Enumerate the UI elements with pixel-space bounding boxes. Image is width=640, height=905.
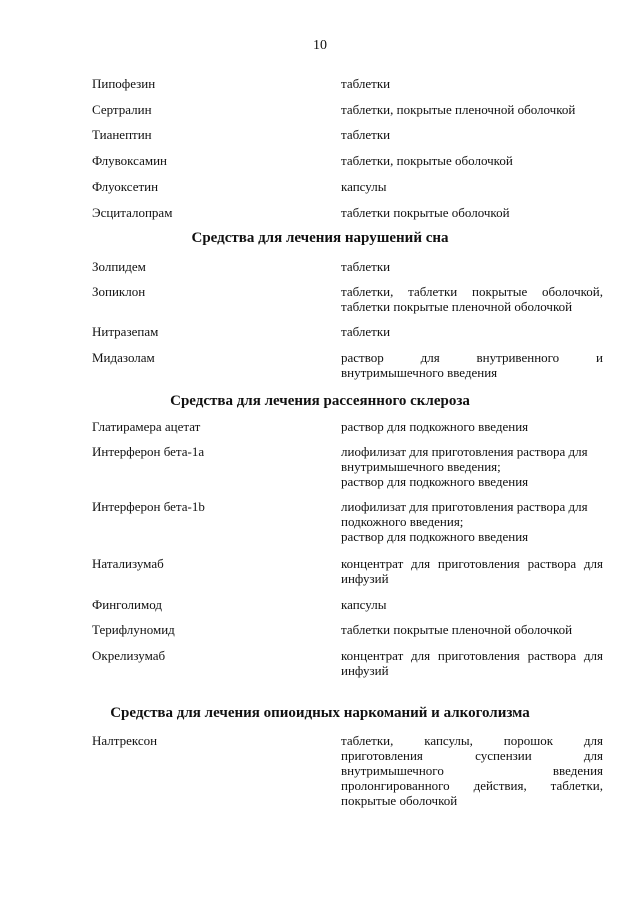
dosage-form: таблетки, покрытые пленочной оболочкой [341, 102, 576, 117]
dosage-form: таблетки [341, 324, 391, 339]
drug-name: Пипофезин [92, 76, 156, 91]
drug-name: Интерферон бета-1b [92, 499, 205, 514]
drug-name: Зопиклон [92, 284, 146, 299]
drug-name: Налтрексон [92, 733, 158, 748]
drug-name: Окрелизумаб [92, 648, 166, 663]
section-heading-ms: Средства для лечения рассеянного склероза [170, 393, 470, 409]
drug-name: Интерферон бета-1а [92, 444, 205, 459]
drug-name: Нитразепам [92, 324, 159, 339]
dosage-form: капсулы [341, 179, 387, 194]
dosage-form: раствор для подкожного введения [341, 419, 529, 434]
dosage-form: таблетки покрытые пленочной оболочкой [341, 622, 573, 637]
drug-name: Финголимод [92, 597, 162, 612]
drug-name: Мидазолам [92, 350, 155, 365]
dosage-form: капсулы [341, 597, 387, 612]
dosage-form: раствор для внутривенного и внутримышечного введения [341, 350, 603, 380]
drug-name: Глатирамера ацетат [92, 419, 201, 434]
drug-name: Тианептин [92, 127, 152, 142]
drug-name: Сертралин [92, 102, 152, 117]
drug-name: Натализумаб [92, 556, 164, 571]
dosage-form: таблетки [341, 127, 391, 142]
drug-name: Флувоксамин [92, 153, 167, 168]
dosage-form: таблетки, капсулы, порошок для приготовления суспензии для внутримышечного введения пролонгированного действия, таблетки, покрытые оболочкой [341, 733, 603, 808]
dosage-form: лиофилизат для приготовления раствора для внутримышечного введения; раствор для подкожного введения [341, 444, 588, 489]
dosage-form: таблетки, покрытые оболочкой [341, 153, 513, 168]
drug-name: Золпидем [92, 259, 146, 274]
drug-name: Флуоксетин [92, 179, 159, 194]
dosage-form: таблетки покрытые оболочкой [341, 205, 510, 220]
page-number: 10 [313, 38, 327, 53]
section-heading-addiction: Средства для лечения опиоидных наркоманий и алкоголизма [110, 705, 530, 721]
dosage-form: таблетки [341, 76, 391, 91]
section-heading-sleep: Средства для лечения нарушений сна [191, 230, 449, 246]
drug-name: Терифлуномид [92, 622, 175, 637]
dosage-form: концентрат для приготовления раствора для инфузий [341, 648, 603, 678]
dosage-form: концентрат для приготовления раствора для инфузий [341, 556, 603, 586]
drug-name: Эсциталопрам [92, 205, 173, 220]
dosage-form: таблетки, таблетки покрытые оболочкой, таблетки покрытые пленочной оболочкой [341, 284, 603, 314]
dosage-form: таблетки [341, 259, 391, 274]
dosage-form: лиофилизат для приготовления раствора для подкожного введения; раствор для подкожного введения [341, 499, 588, 544]
